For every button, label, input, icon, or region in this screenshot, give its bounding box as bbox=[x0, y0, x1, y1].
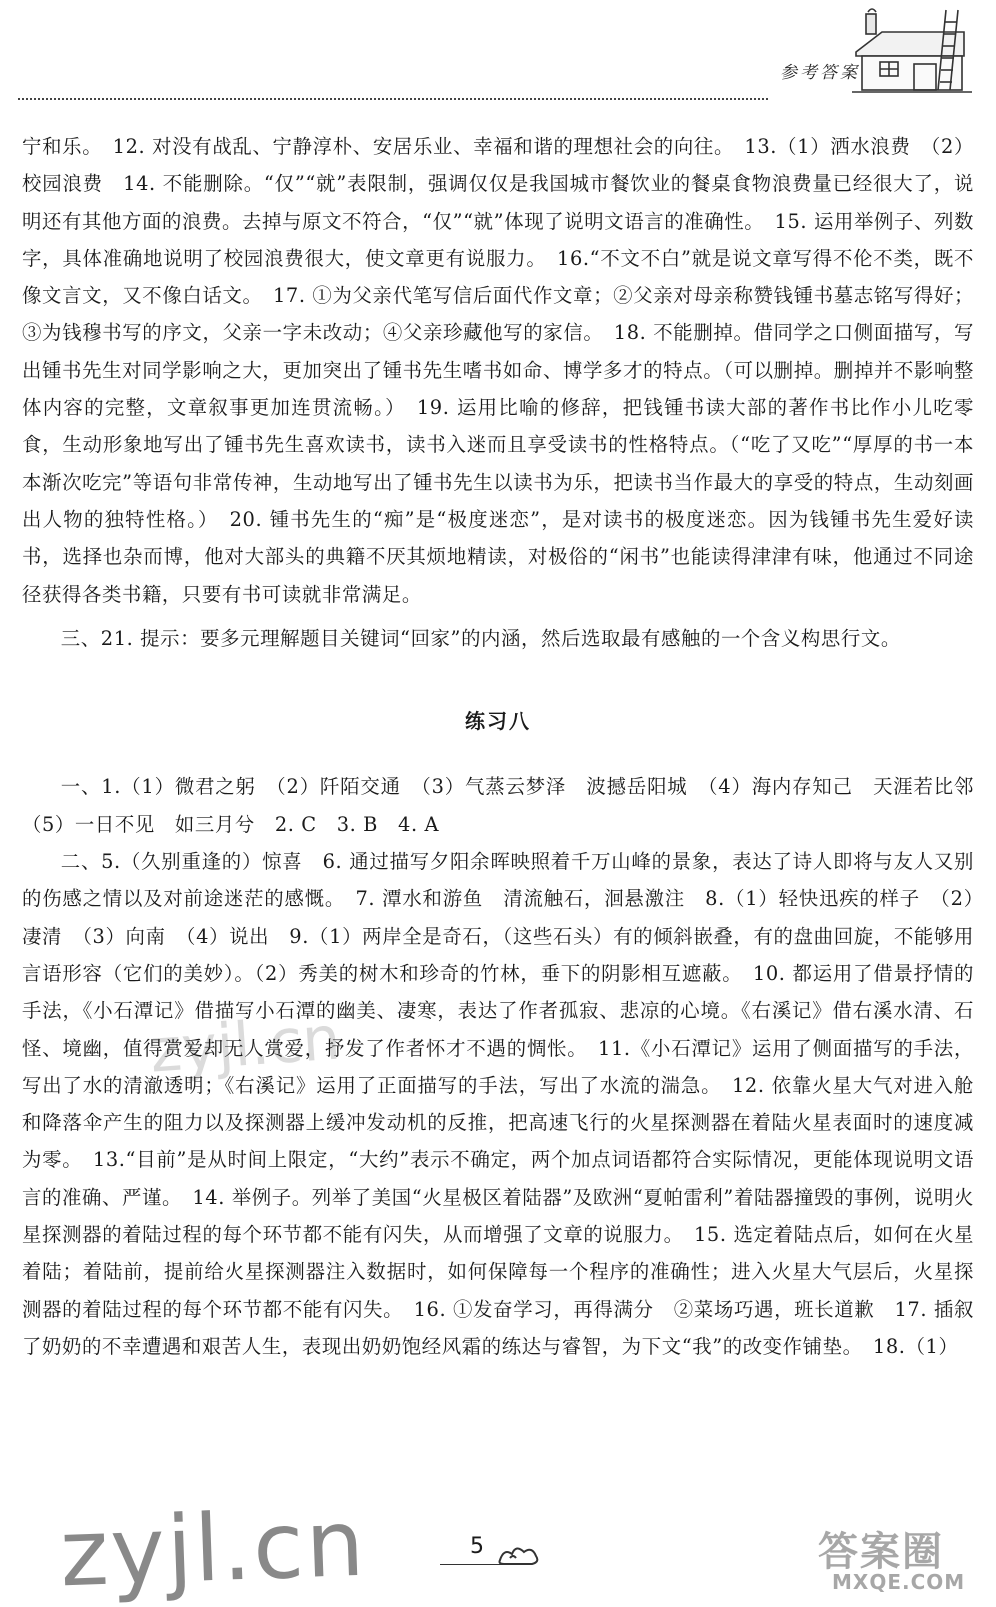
watermark-handwritten: zyjl.cn bbox=[58, 1489, 368, 1607]
cloud-icon bbox=[496, 1540, 542, 1568]
page-header bbox=[0, 0, 996, 110]
answer-paragraph-section-3: 三、21. 提示：要多元理解题目关键词“回家”的内涵，然后选取最有感触的一个含义构思行文。 bbox=[60, 626, 901, 650]
header-title: 参考答案 bbox=[780, 63, 860, 83]
watermark-logo bbox=[818, 1520, 978, 1596]
answer-paragraph-q1: 一、1.（1）微君之躬 （2）阡陌交通 （3）气蒸云梦泽 波撼岳阳城 （4）海内存知己 天涯若比邻 （5）一日不见 如三月兮 2. C 3. B 4. A bbox=[22, 775, 994, 836]
answer-paragraph-continued: 宁和乐。 12. 对没有战乱、宁静淳朴、安居乐业、幸福和谐的理想社会的向往。 13.（1）洒水浪费 （2）校园浪费 14. 不能删除。“仅”“就”表限制，强调仅仅是我国城市餐饮业的餐桌食物浪费量已经很大了，说明还有其他方面的浪费。去掉与原文不符合，“仅”“就”体现了说明文语言的准确性。 15. 运用举例子、列数字，具体准确地说明了校园浪费很大，使文章更有说服力。 16.“不文不白”就是说文章写得不伦不类，既不像文言文，又不像白话文。 17. ①为父亲代笔写信后面代作文章；②父亲对母亲称赞钱锺书墓志铭写得好；③为钱穆书写的序文，父亲一字未改动；④父亲珍藏他写的家信。 18. 不能删掉。借同学之口侧面描写，写出锺书先生对同学影响之大，更加突出了锺书先生嗜书如命、博学多才的特点。（可以删掉。删掉并不影响整体内容的完整，文章叙事更加连贯流畅。） 19. 运用比喻的修辞，把钱锺书读大部的著作书比作小儿吃零食，生动形象地写出了锺书先生喜欢读书，读书入迷而且享受读书的性格特点。（“吃了又吃”“厚厚的书一本本渐次吃完”等语句非常传神，生动地写出了锺书先生以读书为乐，把读书当作最大的享受的特点，生动刻画出人物的独特性格。） 20. 锺书先生的“痴”是“极度迷恋”，是对读书的极度迷恋。因为钱锺书先生爱好读书，选择也杂而博，他对大部头的典籍不厌其烦地精读，对极俗的“闲书”也能读得津津有味，他通过不同途径获得各类书籍，只要有书可读就非常满足。 bbox=[22, 135, 974, 606]
house-illustration-icon bbox=[852, 4, 972, 96]
page-number: 5 bbox=[470, 1534, 484, 1559]
section-title: 练习八 bbox=[465, 709, 531, 734]
watermark-logo-en: MXQE.COM bbox=[832, 1570, 966, 1594]
answer-paragraph-q2: 二、5.（久别重逢的）惊喜 6. 通过描写夕阳余晖映照着千万山峰的景象，表达了诗人即将与友人又别的伤感之情以及对前途迷茫的感慨。 7. 潭水和游鱼 清流触石，洄悬激注 8.（1）轻快迅疾的样子 （2）凄清 （3）向南 （4）说出 9.（1）两岸全是奇石，（这些石头）有的倾斜嵌叠，有的盘曲回旋，不能够用言语形容（它们的美妙）。（2）秀美的树木和珍奇的竹林，垂下的阴影相互遮蔽。 10. 都运用了借景抒情的手法，《小石潭记》借描写小石潭的幽美、凄寒，表达了作者孤寂、悲凉的心境。《右溪记》借右溪水清、石怪、境幽，值得赏爱却无人赏爱，抒发了作者怀才不遇的惆怅。 11.《小石潭记》运用了侧面描写的手法，写出了水的清澈透明；《右溪记》运用了正面描写的手法，写出了水流的湍急。 12. 依靠火星大气对进入舱和降落伞产生的阻力以及探测器上缓冲发动机的反推，把高速飞行的火星探测器在着陆火星表面时的速度减为零。 13.“目前”是从时间上限定，“大约”表示不确定，两个加点词语都符合实际情况，更能体现说明文语言的准确、严谨。 14. 举例子。列举了美国“火星极区着陆器”及欧洲“夏帕雷利”着陆器撞毁的事例，说明火星探测器的着陆过程的每个环节都不能有闪失，从而增强了文章的说服力。 15. 选定着陆点后，如何在火星着陆；着陆前，提前给火星探测器注入数据时，如何保障每一个程序的准确性；进入火星大气层后，火星探测器的着陆过程的每个环节都不能有闪失。 16. ①发奋学习，再得满分 ②菜场巧遇，班长道歉 17. 插叙了奶奶的不幸遭遇和艰苦人生，表现出奶奶饱经风霜的练达与睿智，为下文“我”的改变作铺垫。 18.（1） bbox=[22, 850, 974, 1358]
answer-content bbox=[22, 128, 994, 1365]
watermark-middle: zyjl.cn bbox=[147, 1003, 343, 1087]
watermark-logo-cn: 答案圈 bbox=[818, 1529, 944, 1575]
header-divider bbox=[18, 98, 768, 100]
